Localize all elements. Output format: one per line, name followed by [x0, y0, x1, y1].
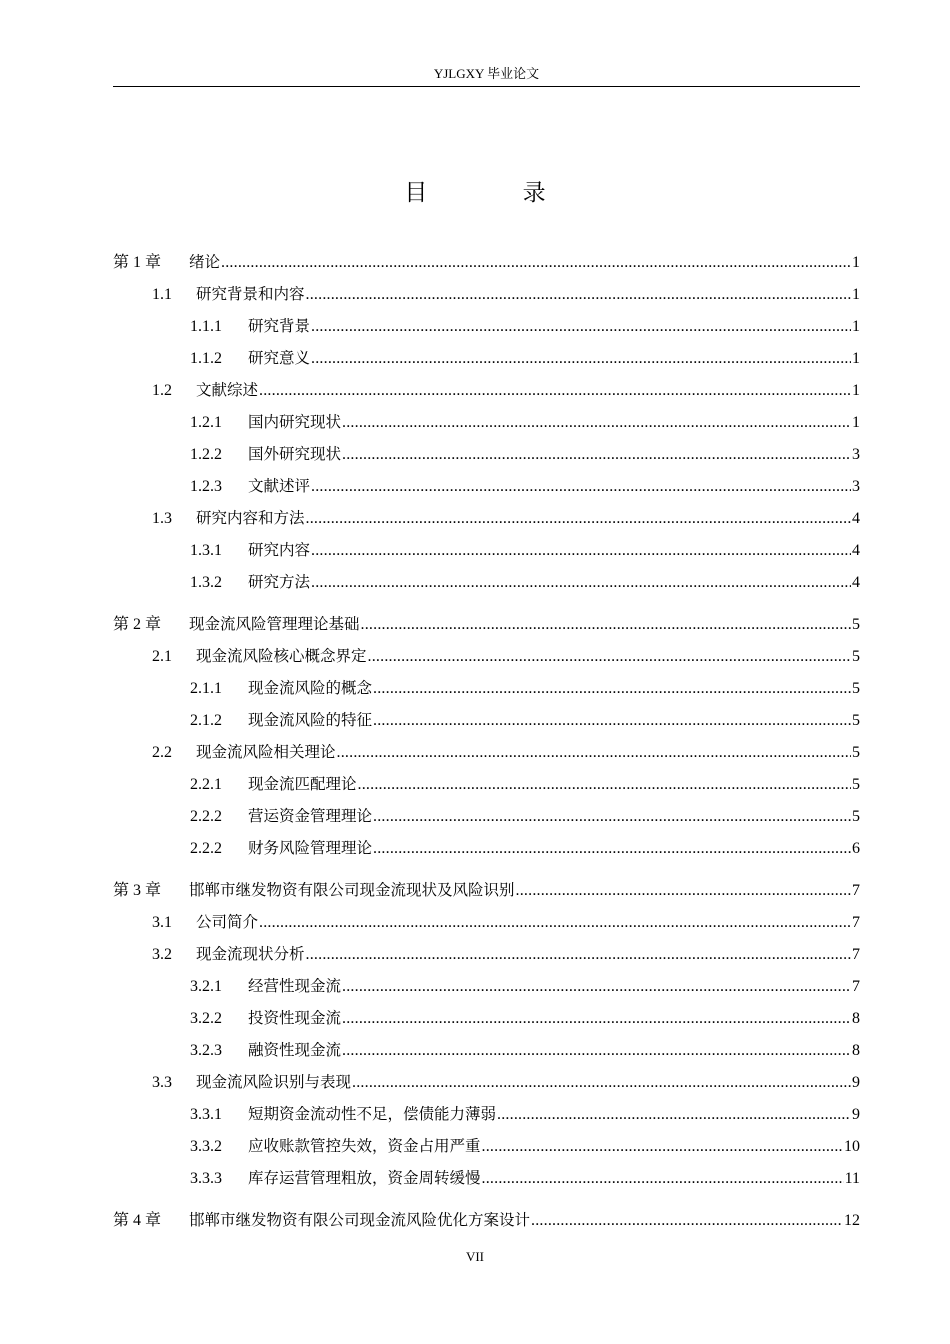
toc-entry-title: 研究背景和内容 [196, 285, 305, 303]
toc-title: 目 录 [404, 180, 590, 206]
toc-entry-number: 3.2.3 [190, 1042, 222, 1059]
toc-entry-page: 4 [852, 542, 860, 559]
toc-entry-number: 1.3 [152, 510, 172, 527]
toc-entry-page: 4 [852, 510, 860, 527]
toc-entry-page: 5 [852, 712, 860, 729]
toc-entry-page: 9 [852, 1074, 860, 1091]
toc-entry-number: 第 2 章 [113, 616, 162, 633]
toc-entry[interactable] [113, 768, 860, 800]
toc-leader-dots [531, 1205, 843, 1237]
toc-entry-page: 7 [852, 946, 860, 963]
toc-entry-title: 短期资金流动性不足，偿债能力薄弱 [248, 1105, 497, 1123]
toc-entry-number: 第 1 章 [113, 254, 162, 271]
toc-leader-dots [306, 939, 851, 971]
toc-entry-page: 1 [852, 254, 860, 271]
toc-entry-number: 1.2.1 [190, 414, 222, 431]
toc-entry-title: 文献综述 [196, 381, 259, 399]
toc-entry[interactable] [113, 672, 860, 704]
toc-entry-page: 11 [844, 1170, 860, 1187]
toc-entry-number: 第 3 章 [113, 882, 162, 899]
toc-entry[interactable] [113, 906, 860, 938]
toc-entry[interactable] [113, 246, 860, 278]
toc-entry[interactable] [113, 470, 860, 502]
toc-leader-dots [373, 705, 851, 737]
toc-entry[interactable] [113, 1002, 860, 1034]
toc-entry-title: 现金流现状分析 [196, 945, 305, 963]
toc-entry-page: 8 [852, 1010, 860, 1027]
toc-entry[interactable] [113, 704, 860, 736]
toc-entry-number: 1.3.1 [190, 542, 222, 559]
toc-entry[interactable] [113, 970, 860, 1002]
toc-leader-dots [342, 439, 851, 471]
page-header: YJLGXY 毕业论文 [433, 66, 540, 81]
toc-entry-title: 经营性现金流 [248, 977, 342, 995]
toc-leader-dots [311, 311, 851, 343]
toc-entry-page: 5 [852, 776, 860, 793]
toc-leader-dots [373, 801, 851, 833]
toc-entry-number: 2.1 [152, 648, 172, 665]
toc-entry-page: 1 [852, 350, 860, 367]
toc-leader-dots [342, 407, 851, 439]
toc-entry[interactable] [113, 566, 860, 598]
toc-leader-dots [342, 1035, 851, 1067]
toc-entry[interactable] [113, 310, 860, 342]
toc-leader-dots [306, 503, 851, 535]
toc-entry-page: 5 [852, 616, 860, 633]
toc-entry-number: 2.2 [152, 744, 172, 761]
toc-entry-page: 12 [844, 1212, 860, 1229]
toc-entry[interactable] [113, 832, 860, 864]
toc-entry[interactable] [113, 874, 860, 906]
toc-entry[interactable] [113, 1034, 860, 1066]
toc-entry-title: 绪论 [189, 253, 221, 271]
toc-entry[interactable] [113, 1130, 860, 1162]
toc-entry[interactable] [113, 1204, 860, 1236]
toc-entry[interactable] [113, 800, 860, 832]
toc-entry-title: 国外研究现状 [248, 445, 342, 463]
toc-entry-title: 研究方法 [248, 573, 311, 591]
toc-entry-number: 1.2.2 [190, 446, 222, 463]
toc-leader-dots [306, 279, 851, 311]
header-rule [113, 86, 860, 87]
toc-entry-title: 文献述评 [248, 477, 311, 495]
toc-entry-number: 3.2.1 [190, 978, 222, 995]
toc-entry[interactable] [113, 1098, 860, 1130]
toc-entry-title: 现金流匹配理论 [248, 775, 357, 793]
toc-entry-number: 1.2.3 [190, 478, 222, 495]
toc-entry-number: 1.1.1 [190, 318, 222, 335]
toc-leader-dots [311, 567, 851, 599]
toc-entry[interactable] [113, 406, 860, 438]
toc-entry[interactable] [113, 736, 860, 768]
toc-entry-title: 现金流风险相关理论 [196, 743, 336, 761]
toc-leader-dots [373, 673, 851, 705]
toc-entry[interactable] [113, 534, 860, 566]
toc-entry-number: 3.3 [152, 1074, 172, 1091]
toc-entry-title: 库存运营管理粗放，资金周转缓慢 [248, 1169, 481, 1187]
toc-entry[interactable] [113, 342, 860, 374]
toc-entry-page: 3 [852, 478, 860, 495]
toc-entry-page: 10 [844, 1138, 860, 1155]
toc-entry[interactable] [113, 608, 860, 640]
toc-entry-title: 融资性现金流 [248, 1041, 342, 1059]
toc-entry-page: 1 [852, 318, 860, 335]
toc-entry-number: 1.3.2 [190, 574, 222, 591]
toc-entry[interactable] [113, 438, 860, 470]
toc-entry-number: 3.1 [152, 914, 172, 931]
toc-entry-page: 6 [852, 840, 860, 857]
toc-leader-dots [259, 375, 851, 407]
toc-entry-title: 研究内容和方法 [196, 509, 305, 527]
toc-leader-dots [373, 833, 851, 865]
toc-entry-number: 2.1.1 [190, 680, 222, 697]
toc-entry-page: 1 [852, 382, 860, 399]
toc-entry-title: 公司简介 [196, 913, 259, 931]
toc-leader-dots [368, 641, 851, 673]
toc-entry-number: 3.3.3 [190, 1170, 222, 1187]
toc-entry-page: 3 [852, 446, 860, 463]
toc-entry-number: 3.2.2 [190, 1010, 222, 1027]
toc-entry-title: 研究内容 [248, 541, 311, 559]
toc-entry[interactable] [113, 374, 860, 406]
toc-leader-dots [482, 1131, 843, 1163]
toc-leader-dots [342, 971, 851, 1003]
table-of-contents [113, 246, 860, 1236]
toc-entry-page: 1 [852, 286, 860, 303]
toc-entry-title: 现金流风险识别与表现 [196, 1073, 352, 1091]
toc-entry-page: 1 [852, 414, 860, 431]
toc-entry[interactable] [113, 502, 860, 534]
toc-leader-dots [358, 769, 851, 801]
toc-entry-title: 研究背景 [248, 317, 311, 335]
toc-entry-title: 现金流风险管理理论基础 [189, 615, 360, 633]
toc-entry-title: 邯郸市继发物资有限公司现金流风险优化方案设计 [189, 1211, 531, 1229]
toc-leader-dots [482, 1163, 844, 1195]
toc-entry-page: 5 [852, 808, 860, 825]
page-number: VII [465, 1249, 485, 1264]
toc-entry-number: 3.3.2 [190, 1138, 222, 1155]
toc-entry[interactable] [113, 278, 860, 310]
toc-leader-dots [497, 1099, 851, 1131]
toc-entry-number: 2.1.2 [190, 712, 222, 729]
toc-entry-title: 邯郸市继发物资有限公司现金流现状及风险识别 [189, 881, 515, 899]
toc-leader-dots [337, 737, 851, 769]
toc-entry-title: 营运资金管理理论 [248, 807, 373, 825]
toc-entry-number: 3.2 [152, 946, 172, 963]
toc-entry-title: 现金流风险核心概念界定 [196, 647, 367, 665]
toc-entry-number: 2.2.2 [190, 808, 222, 825]
toc-entry[interactable] [113, 1162, 860, 1194]
toc-entry-number: 3.3.1 [190, 1106, 222, 1123]
toc-leader-dots [516, 875, 851, 907]
toc-entry-page: 4 [852, 574, 860, 591]
toc-entry-number: 2.2.2 [190, 840, 222, 857]
toc-entry-title: 现金流风险的特征 [248, 711, 373, 729]
toc-entry[interactable] [113, 1066, 860, 1098]
toc-entry-title: 现金流风险的概念 [248, 679, 373, 697]
toc-entry-number: 1.1.2 [190, 350, 222, 367]
toc-entry-number: 2.2.1 [190, 776, 222, 793]
toc-entry-page: 5 [852, 680, 860, 697]
toc-entry[interactable] [113, 938, 860, 970]
toc-entry[interactable] [113, 640, 860, 672]
toc-leader-dots [259, 907, 851, 939]
toc-leader-dots [352, 1067, 851, 1099]
toc-entry-title: 国内研究现状 [248, 413, 342, 431]
toc-entry-title: 财务风险管理理论 [248, 839, 373, 857]
toc-leader-dots [221, 247, 851, 279]
toc-entry-number: 1.2 [152, 382, 172, 399]
toc-entry-page: 5 [852, 744, 860, 761]
toc-entry-title: 应收账款管控失效，资金占用严重 [248, 1137, 481, 1155]
toc-leader-dots [311, 535, 851, 567]
toc-leader-dots [342, 1003, 851, 1035]
toc-entry-title: 投资性现金流 [248, 1009, 342, 1027]
toc-entry-page: 8 [852, 1042, 860, 1059]
toc-entry-page: 7 [852, 914, 860, 931]
toc-entry-page: 7 [852, 978, 860, 995]
toc-leader-dots [311, 471, 851, 503]
toc-entry-number: 1.1 [152, 286, 172, 303]
toc-entry-page: 7 [852, 882, 860, 899]
toc-leader-dots [361, 609, 851, 641]
toc-leader-dots [311, 343, 851, 375]
toc-entry-page: 5 [852, 648, 860, 665]
toc-entry-page: 9 [852, 1106, 860, 1123]
toc-entry-title: 研究意义 [248, 349, 311, 367]
toc-entry-number: 第 4 章 [113, 1212, 162, 1229]
